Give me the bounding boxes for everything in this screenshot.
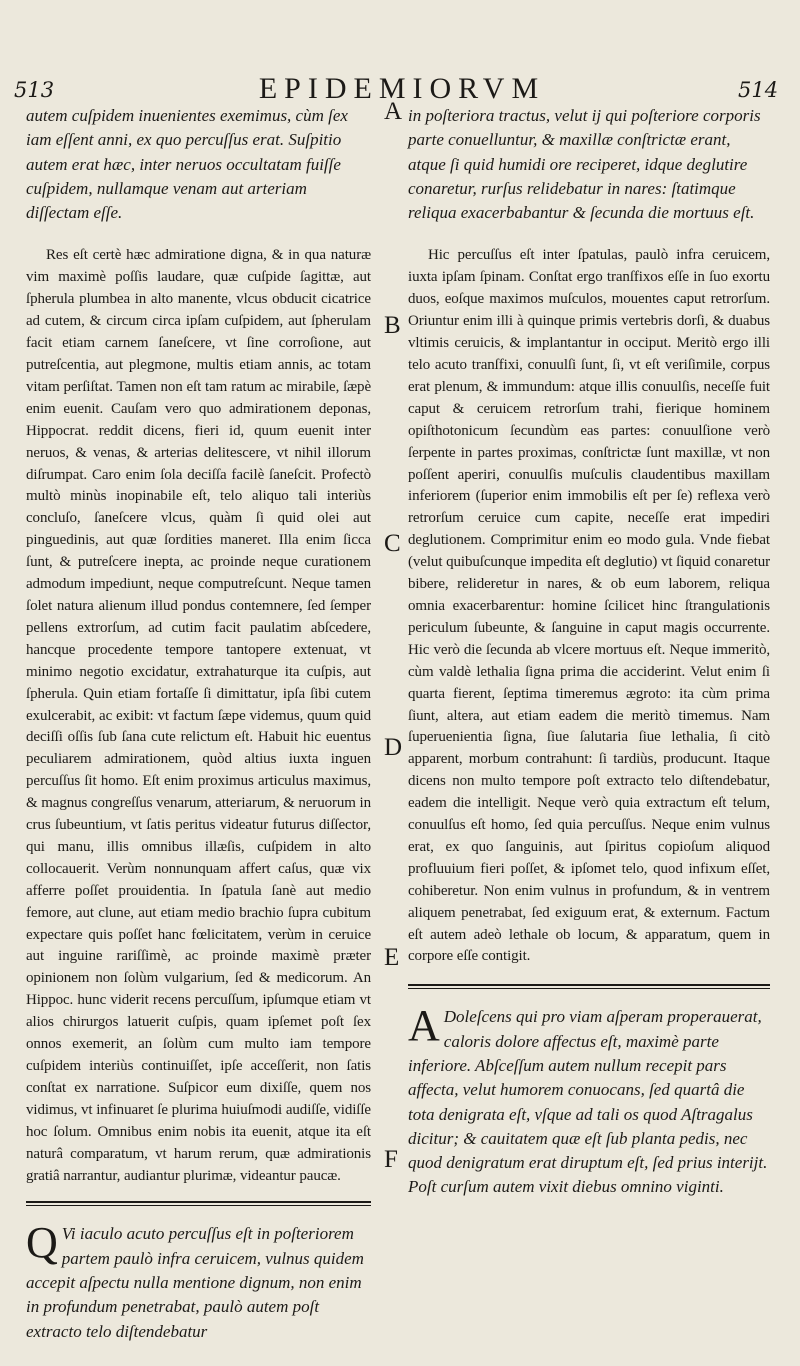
right-case-paragraph xyxy=(408,1001,770,1199)
right-commentary-paragraph: Hic percuſſus eſt inter ſpatulas, paulò infra ceruicem, iuxta ipſam ſpinam. Conſtat ergo tranſfixos eſſe in ſuo exortu duos, eoſque maximos muſculos, mouentes caput retrorſum. Oriuntur enim illi à quinque primis vertebris dorſi, & duabus vltimis ceruicis, & implantantur in occiput. Meritò ergo illi telo acuto tranſfixi, conuulſi ſunt, ſi, vt eſt veriſimile, corpus erat plenum, & immundum: atque illis conuulſis, neceſſe fuit caput & ceruicem retrorſum trahi, fierique hominem opiſthotonicum ſecundùm eas partes: conuulſione verò ſerpente in partes proximas, conſtrictæ ſunt maxillæ, vt non poſſent aperiri, conuulſis muſculis claudentibus maxillam inferiorem (ſuperior enim immobilis eſt per ſe) reflexa verò retrorſum ceruice cum capite, neceſſe erat impediri deglutionem. Comprimitur enim eo modo gula. Vnde fiebat (velut quibuſcunque impedita eſt deglutio) vt ſiquid conaretur bibere, relideretur in nares, & ob eum laborem, reliqua omnia exacerbarentur: homine ſcilicet hinc ſtrangulationis periculum ſubeunte, & ſanguine in caput magis occurrente. Hic verò die ſecunda ab vlcere mortuus eſt. Neque immeritò, cùm valdè lethalia ſigna prima die acciderint. Velut enim ſi quarta fierent, ſeptima timeremus ægroto: ita cùm prima ſiunt, altera, aut etiam eadem die meritò timemus. Nam ſuperuenientia ſigna, ſiue ſalutaria ſiue lethalia, ſi citò apparent, morbum contrahunt: ſi tardiùs, producunt. Itaque dicens non multo tempore poſt extracto telo diſtendebatur, eadem die intelligit. Neque verò quia extractum eſt telum, conuulſus eſt homo, ſed quia percuſſus. Neque enim vulnus erat, ex quo ſanguinis, aut ſpiritus copioſum aliquod profluuium fieri poſſet, & ipſomet telo, quod infixum eſſet, cohiberetur. Non enim vulnus in profundum, & in ventrem aliquem penetrabat, ſed exiguum erat, & externum. Factum eſt autem adeò lethale ob locum, & apparatum, quem in corpore eſſe contigit. xyxy=(408,247,770,965)
margin-letter-f: F xyxy=(384,1146,398,1173)
right-case-text: Doleſcens qui pro viam aſperam properauerat, caloris dolore affectus eſt, maximè parte inferiore. Abſceſſum autem nullum recepit pars affecta, velut humorem conuocans, ſed quartâ die tota denigrata eſt, vſque ad tali os quod Aſtragalus dicitur; & cauitatem quæ eſt ſub planta pedis, nec quod denigratum erat diruptum eſt, ſed prius interijt. Poſt curſum autem vixit diebus omnino viginti. xyxy=(408,1007,768,1197)
right-italic-paragraph: in poſteriora tractus, velut ij qui poſteriore corporis parte conuelluntur, & maxillæ conſtrictæ erant, atque ſi quid humidi ore reciperet, idque deglutire conaretur, rurſus relidebatur in nares: ſtatimque reliqua exacerbabantur & ſecunda die mortuus eſt. xyxy=(408,106,761,223)
left-italic-paragraph: autem cuſpidem inuenientes exemimus, cùm ſex iam eſſent anni, ex quo percuſſus erat. Suſpitio autem erat hæc, inter neruos occultatam fuiſſe cuſpidem, nullamque venam aut arteriam diſſectam eſſe. xyxy=(26,106,348,223)
margin-letter-c: C xyxy=(384,530,401,557)
right-column xyxy=(408,104,770,1200)
margin-letter-e: E xyxy=(384,944,400,971)
margin-letter-a: A xyxy=(384,98,403,125)
margin-letter-d: D xyxy=(384,734,403,761)
drop-cap-a: A xyxy=(408,1001,440,1051)
left-column xyxy=(26,104,396,1344)
page-number-right: 514 xyxy=(738,78,779,102)
margin-letter-b: B xyxy=(384,312,401,339)
left-case-paragraph xyxy=(26,1218,371,1343)
drop-cap-q: Q xyxy=(26,1218,58,1268)
left-commentary-paragraph: Res eſt certè hæc admiratione digna, & in qua naturæ vim maximè poſſis laudare, quæ cuſpide ſagittæ, aut ſpherula plumbea in alto manente, vlcus obducit cicatrice ad cutem, & circum circa ipſam cuſpidem, aut ſpherulam facit etiam carnem ſaneſcere, vt ſine corroſione, aut putreſcentia, aut plegmone, multis etiam annis, ac totam vitam perſiſtat. Tamen non eſt tam ratum ac mirabile, ſæpè enim euenit. Cauſam vero quo admirationem deponas, Hippocrat. reddit dicens, fieri id, quum euenit inter neruos, & venas, & arterias delitescere, vt nihil illorum diſrumpat. Caro enim ſola deciſſa facilè ſaneſcit. Profectò multò minùs inopinabile eſt, telo aliquo tali interiùs concluſo, ſaneſcere vlcus, quàm ſi quid olei aut pinguedinis, aut quæ ſordities maneret. Illa enim ſicca ſunt, & putreſcere inepta, ac proinde neque curationem admodum impediunt, neque computreſcunt. Neque tamen ſolet natura alienum illud pondus contemnere, ſed ſemper pellens extrorſum, ad cutim facit paulatim abſcedere, hancque procedente tempore tantopere extenuat, vt minimo negotio excidatur, extrahaturque ita cuſpis, aut ſpherula. Quin etiam fortaſſe ſi dimittatur, ipſa ſibi cutem exulcerabit, ac exibit: vt factum ſæpe videmus, quum quid deciſſi oſſis ſub ſana cute relictum eſt. Habuit hic euentus peculiarem admirationem, quòd altius iuxta inguen percuſſus ſit homo. Eſt enim proximus articulus maximus, & magnus congreſſus venarum, atteriarum, & neruorum in crus ſubeuntium, vt ſatis peritus videatur futurus diſſector, qui manu, illis omnibus illæſis, cuſpidem in alto collocauerit. Verùm nonnunquam affert caſus, quæ vix afferre poſſet prouidentia. In ſpatula ſanè aut medio femore, aut clune, aut etiam medio brachio ſupra cubitum expectare quis poſſet hanc fœlicitatem, verùm in ceruice aut inguine rariſſimè, ac proinde maximè præter opinionem non ſolùm vulgarium, ſed & medicorum. An Hippoc. hunc viderit recens percuſſum, ipſumque etiam vt alios chirurgos latuerit cuſpis, quam ipſemet poſt ſex onnos exemerit, an ſolùm cum multo iam tempore cuſpidem interiùs continuiſſet, ipſe acceſſerit, non ſatis conſtat ex narratione. Suſpicor eum dixiſſe, quem nos vidimus, vt infinuaret ſe plurima huiuſmodi audiſſe, vidiſſe hoc ſolum. Omnibus enim nobis ita euenit, atque ita eſt naturâ comparatum, vt harum rerum, quæ admirationis gratiâ narrantur, audiantur plurimæ, videantur paucæ. xyxy=(26,247,371,1184)
running-head: EPIDEMIORVM xyxy=(258,72,546,105)
page-number-left: 513 xyxy=(14,78,55,102)
left-case-text: Vi iaculo acuto percuſſus eſt in poſteriorem partem paulò infra ceruicem, vulnus quidem accepit aſpectu nulla mentione dignum, non enim in profundum penetrabat, paulò autem poſt extracto telo diſtendebatur xyxy=(26,1224,364,1341)
